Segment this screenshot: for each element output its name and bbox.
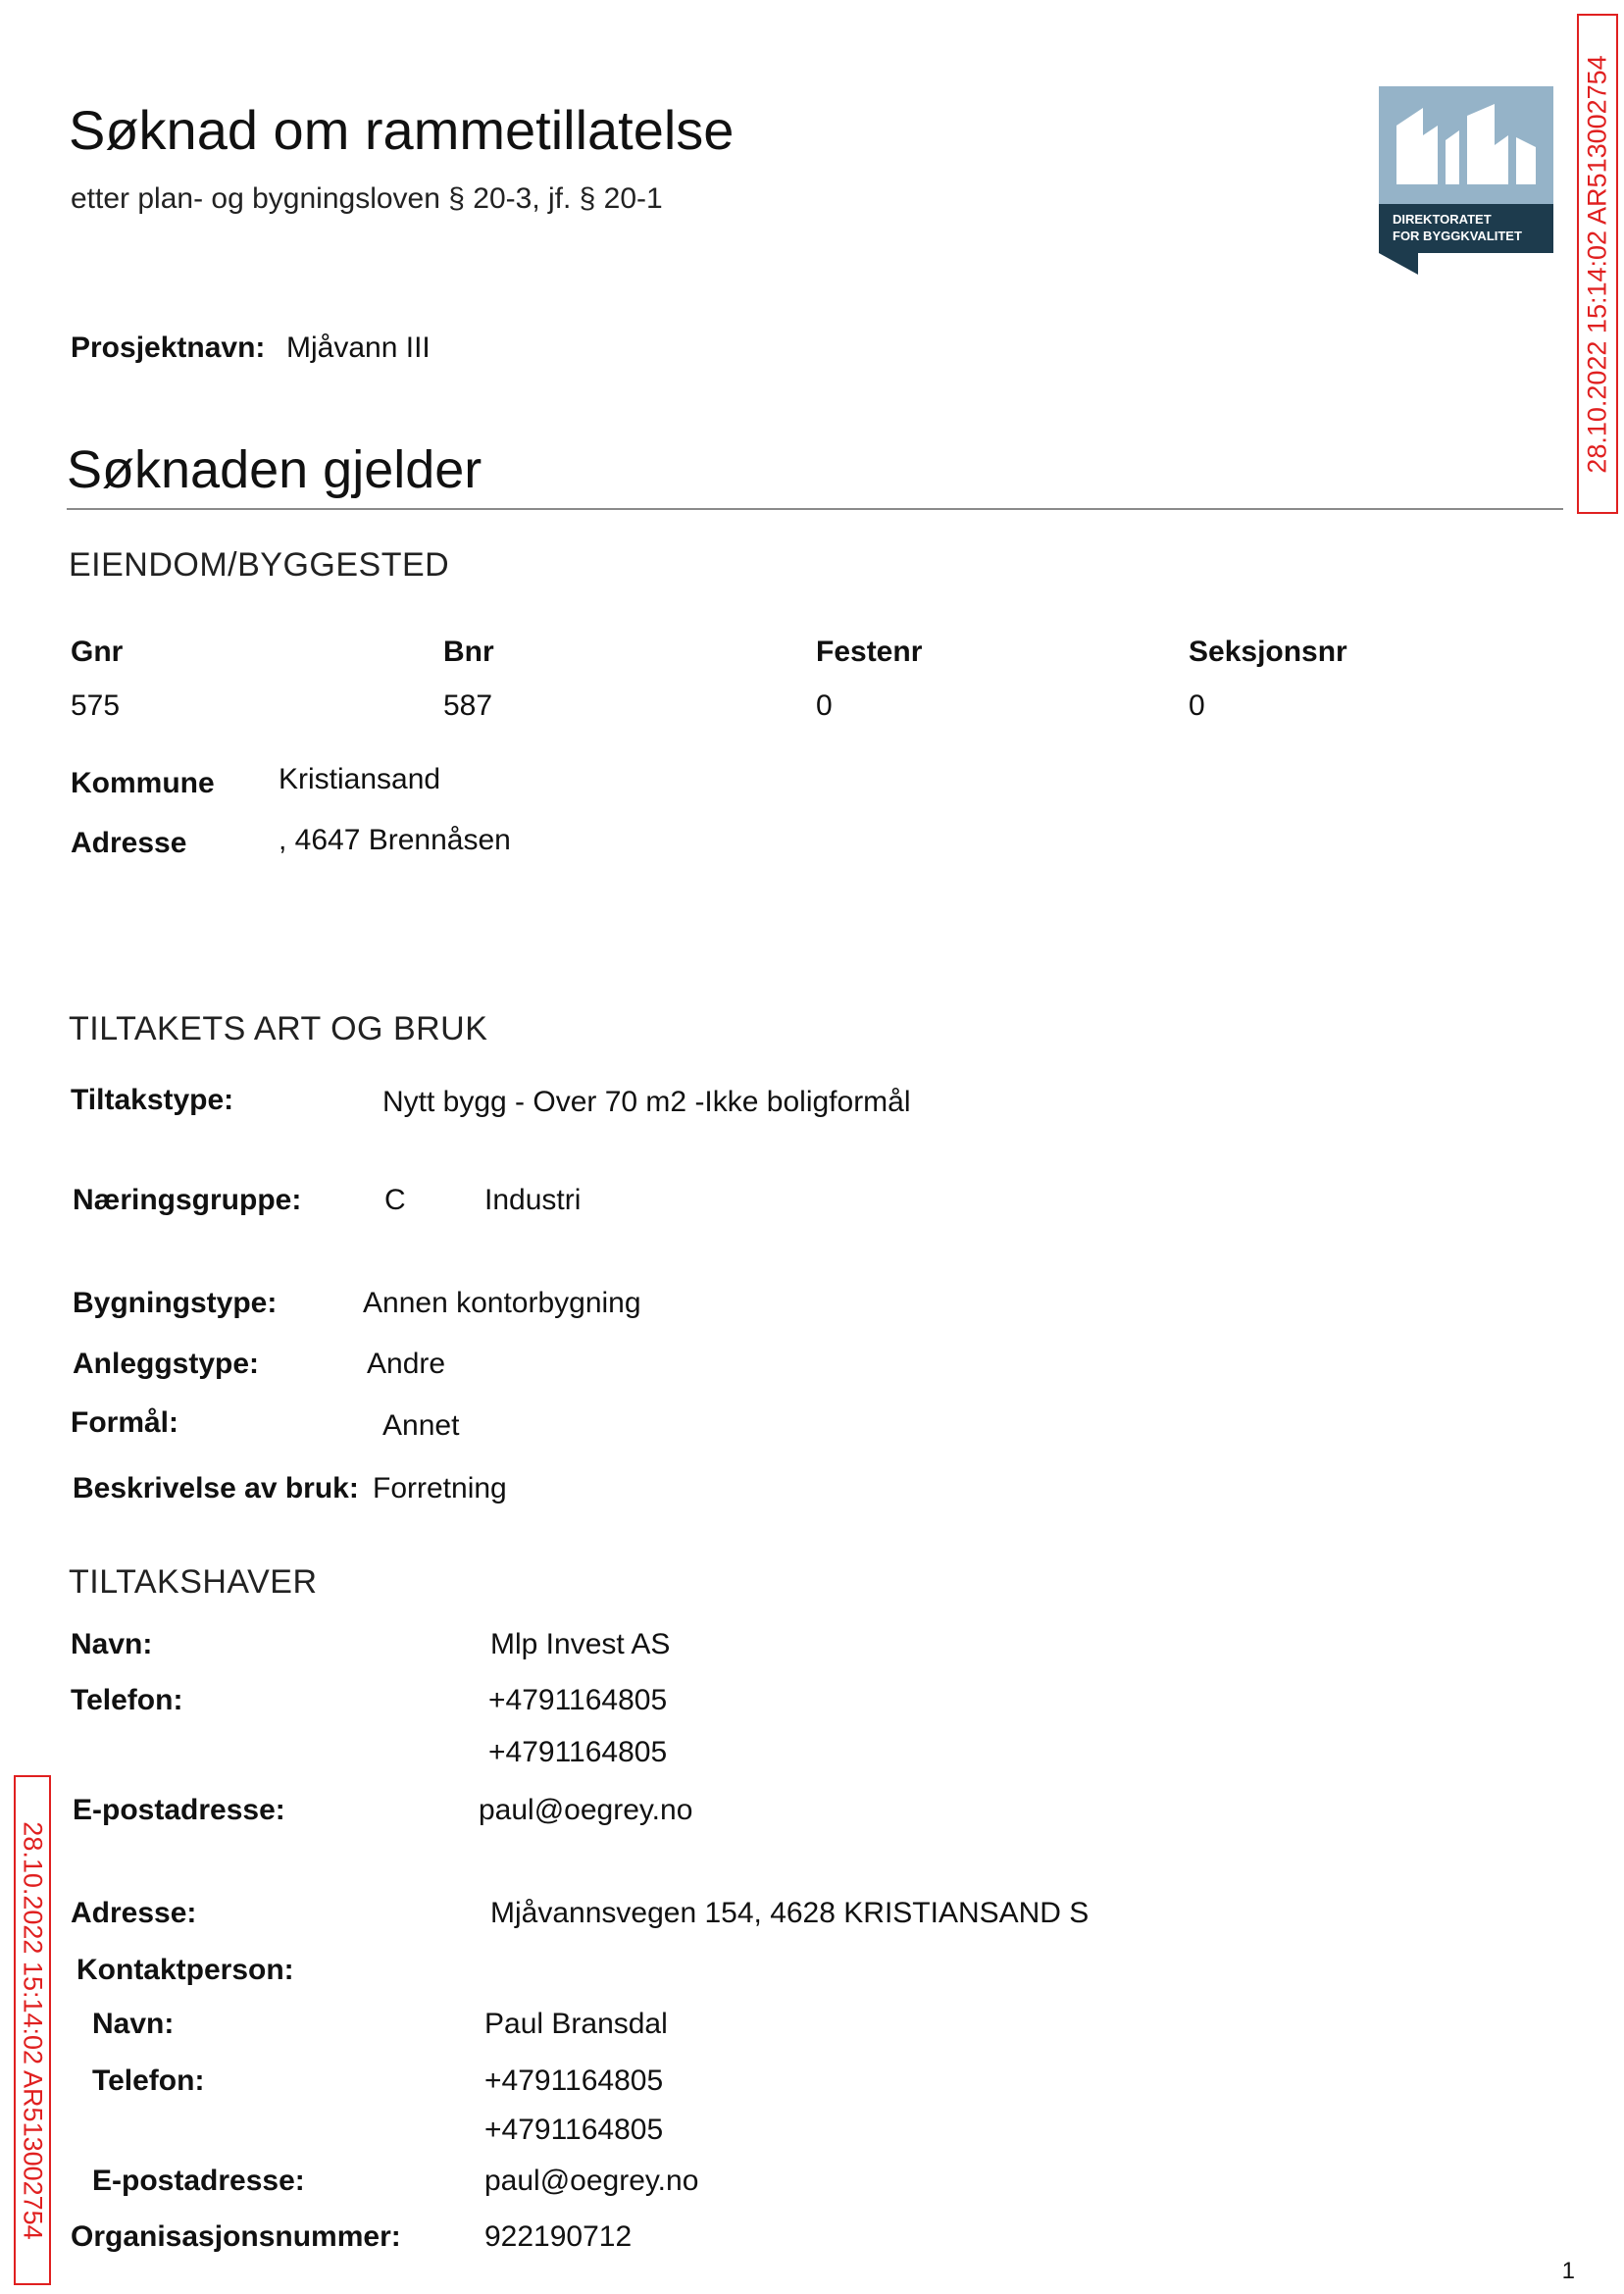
telefon-value-2: +4791164805 [488,1736,668,1768]
tiltakshaver-heading: TILTAKSHAVER [69,1563,318,1601]
bnr-label: Bnr [443,636,494,668]
project-name-value: Mjåvann III [286,331,431,364]
bygningstype-label: Bygningstype: [73,1287,278,1319]
gnr-value: 575 [71,689,121,722]
document-title: Søknad om rammetillatelse [69,99,735,161]
page-number: 1 [1561,2258,1575,2284]
naeringsgruppe-label: Næringsgruppe: [73,1184,302,1216]
logo-text-line1: DIREKTORATET [1393,212,1492,227]
telefon-value-1: +4791164805 [488,1684,668,1716]
kommune-value: Kristiansand [279,763,441,795]
formal-label: Formål: [71,1406,179,1439]
section-title: Søknaden gjelder [67,440,482,499]
receipt-stamp-right [1577,14,1618,514]
dibk-logo [1379,86,1553,275]
kp-navn-label: Navn: [92,2008,175,2040]
stamp-text: 28.10.2022 15:14:02 AR513002754 [1582,54,1612,474]
kp-epost-value: paul@oegrey.no [484,2165,699,2197]
telefon-label: Telefon: [71,1684,183,1716]
beskrivelse-value: Forretning [373,1472,507,1504]
receipt-stamp-left [14,1775,51,2285]
anleggstype-value: Andre [367,1348,446,1380]
kp-navn-value: Paul Bransdal [484,2008,668,2040]
document-subtitle: etter plan- og bygningsloven § 20-3, jf. § 20-1 [71,182,663,215]
eiendom-heading: EIENDOM/BYGGESTED [69,546,450,584]
kommune-label: Kommune [71,767,215,799]
epost-value: paul@oegrey.no [479,1794,693,1826]
navn-value: Mlp Invest AS [490,1628,671,1660]
project-name-label: Prosjektnavn: [71,331,266,364]
formal-value: Annet [382,1409,460,1442]
orgnr-value: 922190712 [484,2220,633,2253]
naeringsgruppe-code: C [384,1184,406,1216]
navn-label: Navn: [71,1628,153,1660]
epost-label: E-postadresse: [73,1794,285,1826]
kontaktperson-label: Kontaktperson: [76,1954,294,1986]
logo-text-line2: FOR BYGGKVALITET [1393,229,1522,243]
stamp-text: 28.10.2022 15:14:02 AR513002754 [18,1820,48,2240]
gnr-label: Gnr [71,636,124,668]
adresse-label: Adresse [71,827,187,859]
adresse-value: , 4647 Brennåsen [279,824,511,856]
bygningstype-value: Annen kontorbygning [363,1287,641,1319]
tiltakshaver-adresse-value: Mjåvannsvegen 154, 4628 KRISTIANSAND S [490,1897,1090,1929]
kp-epost-label: E-postadresse: [92,2165,305,2197]
orgnr-label: Organisasjonsnummer: [71,2220,401,2253]
festenr-label: Festenr [816,636,923,668]
festenr-value: 0 [816,689,833,722]
tiltakstype-value: Nytt bygg - Over 70 m2 -Ikke boligformål [382,1086,911,1118]
tiltakshaver-adresse-label: Adresse: [71,1897,197,1929]
anleggstype-label: Anleggstype: [73,1348,260,1380]
beskrivelse-label: Beskrivelse av bruk: [73,1472,359,1504]
kp-telefon-value-1: +4791164805 [484,2065,664,2097]
kp-telefon-label: Telefon: [92,2065,205,2097]
seksjonsnr-label: Seksjonsnr [1189,636,1347,668]
bnr-value: 587 [443,689,493,722]
tiltak-heading: TILTAKETS ART OG BRUK [69,1010,488,1047]
tiltakstype-label: Tiltakstype: [71,1084,234,1116]
naeringsgruppe-value: Industri [484,1184,582,1216]
kp-telefon-value-2: +4791164805 [484,2114,664,2146]
seksjonsnr-value: 0 [1189,689,1205,722]
section-divider [67,508,1563,510]
